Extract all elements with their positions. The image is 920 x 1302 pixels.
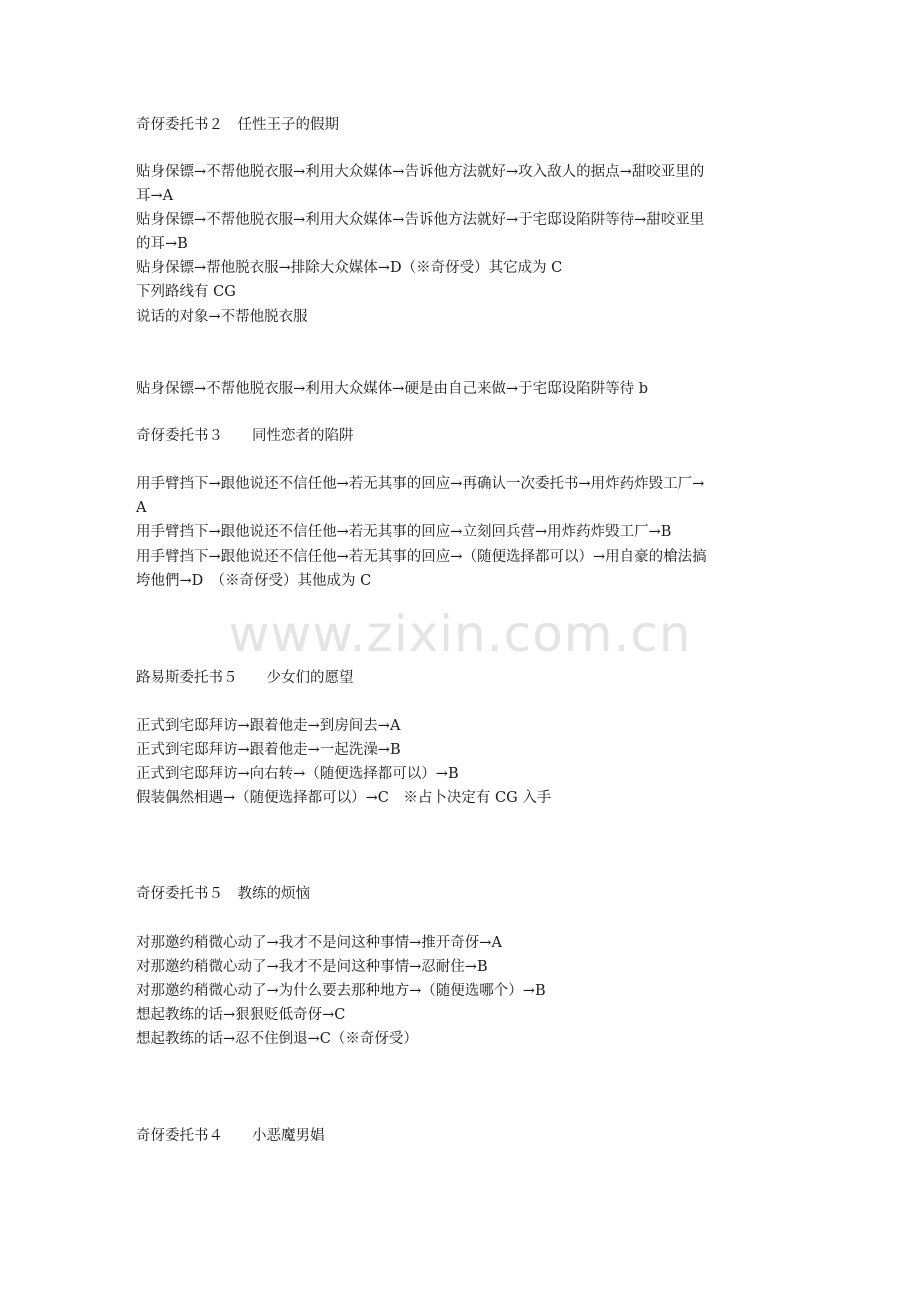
route-line: 对那邀约稍微心动了→我才不是问这种事情→忍耐住→B (136, 959, 488, 975)
watermark: www.zixin.com.cn (228, 605, 692, 663)
route-line: 对那邀约稍微心动了→我才不是问这种事情→推开奇伢→A (136, 935, 502, 951)
note-line: 下列路线有 CG (136, 284, 236, 300)
route-line: 用手臂挡下→跟他说还不信任他→若无其事的回应→（随便选择都可以）→用自豪的槍法搞 (136, 549, 707, 565)
route-line: 的耳→B (136, 236, 188, 252)
route-line: 正式到宅邸拜访→跟着他走→到房间去→A (136, 718, 401, 734)
section-heading-1: 奇伢委托书２ 任性王子的假期 (136, 117, 339, 133)
route-line: 耳→A (136, 188, 174, 204)
note-line: 说话的对象→不帮他脱衣服 (136, 309, 308, 325)
route-line: 用手臂挡下→跟他说还不信任他→若无其事的回应→再确认一次委托书→用炸药炸毁工厂→ (136, 476, 705, 492)
route-line: 正式到宅邸拜访→向右转→（随便选择都可以）→B (136, 766, 459, 782)
section-heading-4: 奇伢委托书５ 教练的烦恼 (136, 886, 310, 902)
route-line: 想起教练的话→狠狠贬低奇伢→C (136, 1007, 346, 1023)
route-line: 垮他們→D （※奇伢受）其他成为 C (136, 573, 372, 589)
route-line: 贴身保镖→不帮他脱衣服→利用大众媒体→硬是由自己来做→于宅邸设陷阱等待 b (136, 381, 648, 397)
route-line: 贴身保镖→帮他脱衣服→排除大众媒体→D（※奇伢受）其它成为 C (136, 260, 563, 276)
route-line: 假装偶然相遇→（随便选择都可以）→C ※占卜决定有 CG 入手 (136, 790, 552, 806)
route-line: 正式到宅邸拜访→跟着他走→一起洗澡→B (136, 742, 401, 758)
route-line: 想起教练的话→忍不住倒退→C（※奇伢受） (136, 1031, 418, 1047)
section-heading-3: 路易斯委托书５ 少女们的愿望 (136, 670, 354, 686)
route-line: A (136, 500, 147, 516)
route-line: 用手臂挡下→跟他说还不信任他→若无其事的回应→立刻回兵营→用炸药炸毁工厂→B (136, 524, 672, 540)
section-heading-2: 奇伢委托书３ 同性恋者的陷阱 (136, 428, 354, 444)
section-heading-5: 奇伢委托书４ 小恶魔男娼 (136, 1128, 325, 1144)
route-line: 对那邀约稍微心动了→为什么要去那种地方→（随便选哪个）→B (136, 983, 546, 999)
route-line: 贴身保镖→不帮他脱衣服→利用大众媒体→告诉他方法就好→攻入敌人的据点→甜咬亚里的 (136, 164, 705, 180)
route-line: 贴身保镖→不帮他脱衣服→利用大众媒体→告诉他方法就好→于宅邸设陷阱等待→甜咬亚里 (136, 212, 705, 228)
